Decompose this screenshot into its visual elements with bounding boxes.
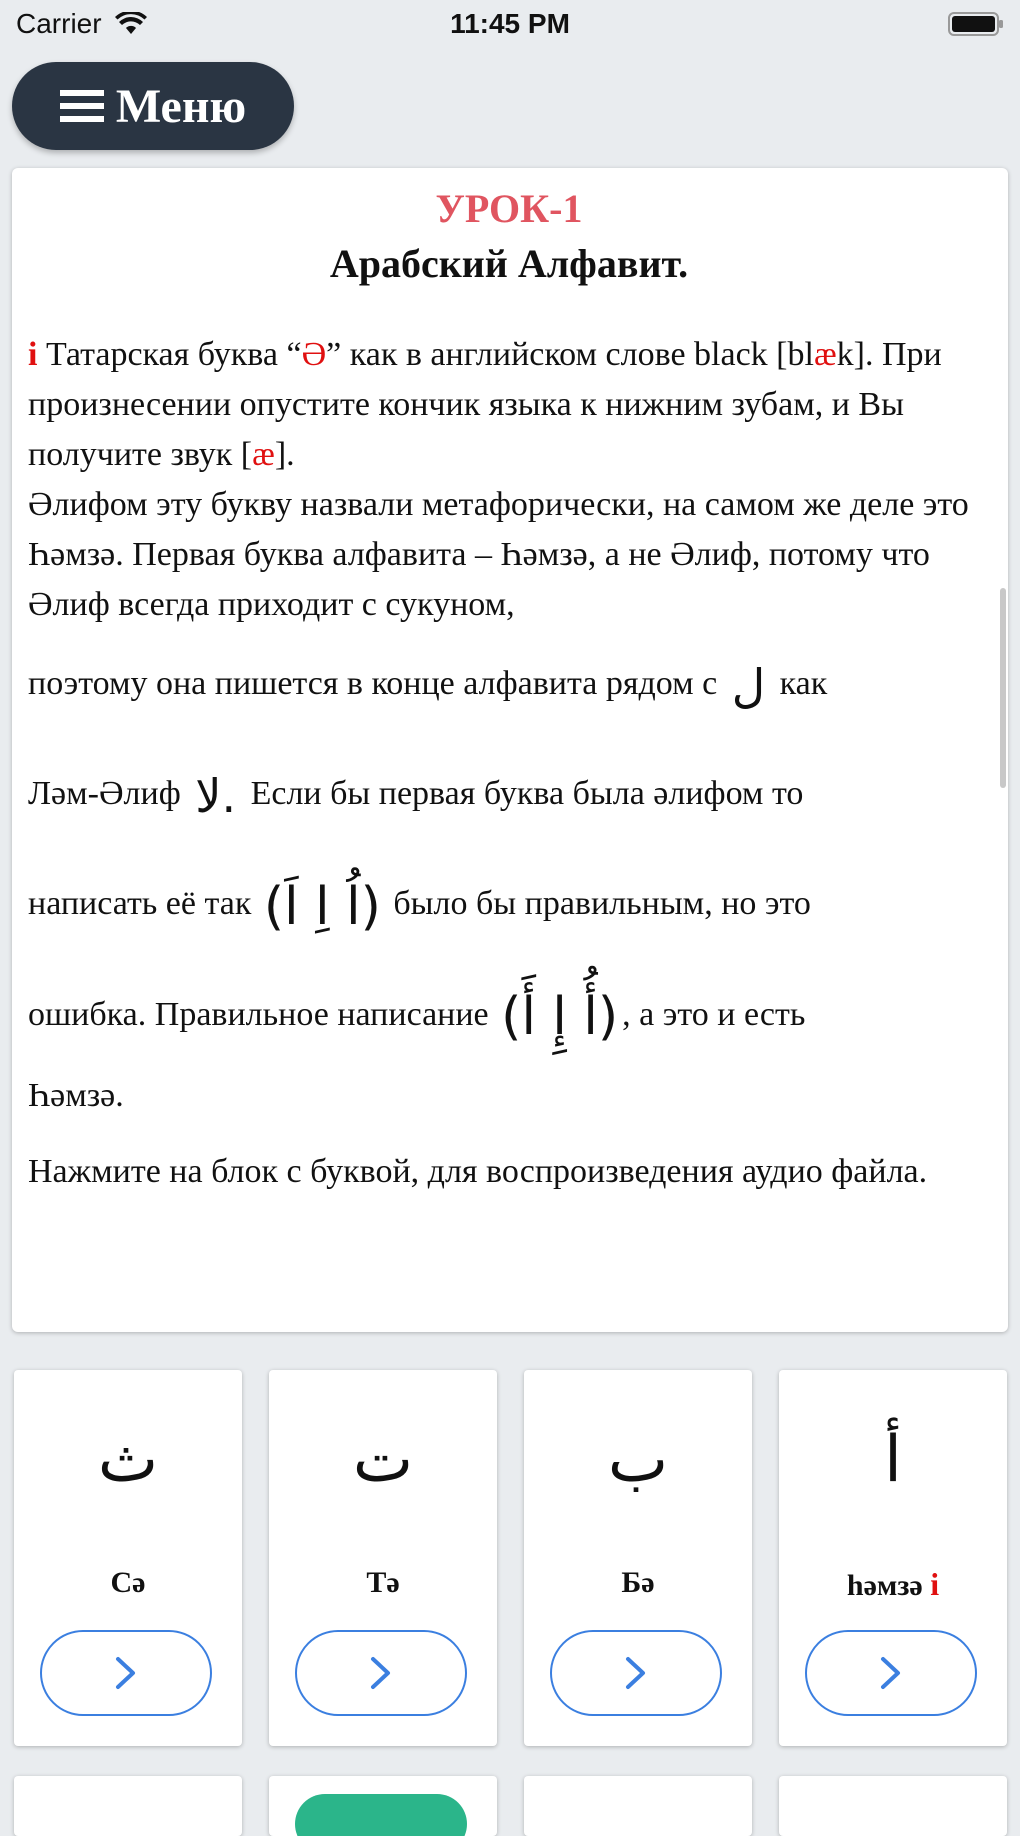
status-time: 11:45 PM	[450, 8, 570, 39]
chevron-right-icon	[623, 1655, 649, 1691]
chevron-right-icon	[368, 1655, 394, 1691]
arabic-lam: ل	[731, 659, 766, 714]
play-button[interactable]	[295, 1630, 467, 1716]
text-run: Һәмзә.	[28, 1076, 124, 1114]
letter-name-text: Бә	[621, 1566, 655, 1599]
arabic-lam-alif: لا.	[195, 769, 237, 824]
text-run: Если бы первая буква была әлифом то	[242, 775, 804, 813]
chevron-right-icon	[878, 1655, 904, 1691]
text-run: как	[771, 665, 828, 702]
lesson-paragraph	[28, 330, 990, 1121]
letter-glyph: ت	[352, 1423, 414, 1497]
lesson-title: Арабский Алфавит.	[329, 241, 689, 286]
text-run: , а это и есть	[622, 995, 806, 1033]
battery-icon	[948, 12, 1004, 36]
letter-glyph: ث	[97, 1423, 159, 1497]
play-button[interactable]	[805, 1630, 977, 1716]
info-icon[interactable]: i	[930, 1566, 940, 1602]
text-run: написать её так	[28, 885, 260, 923]
letter-glyph: أ	[884, 1423, 902, 1497]
play-button[interactable]	[40, 1630, 212, 1716]
letter-name	[779, 1566, 1007, 1603]
text-run: ” как в английском слове black [bl	[326, 336, 814, 373]
lesson-number: УРОК-1	[435, 186, 583, 231]
letter-card[interactable]	[779, 1370, 1007, 1746]
audio-hint: Нажмите на блок с буквой, для воспроизведения аудио файла.	[28, 1152, 928, 1190]
lesson-card	[12, 168, 1008, 1332]
letter-name-text: Сә	[110, 1566, 146, 1599]
text-line	[28, 630, 990, 740]
letter-name	[269, 1566, 497, 1600]
letter-card[interactable]	[269, 1776, 497, 1836]
text-run: ошибка. Правильное написание	[28, 995, 498, 1033]
scrollbar[interactable]	[1000, 588, 1006, 788]
letter-name	[524, 1566, 752, 1600]
text-run: Татарская буква “	[37, 336, 302, 373]
text-line	[28, 961, 990, 1071]
info-icon[interactable]: i	[28, 336, 38, 373]
letter-card[interactable]	[14, 1776, 242, 1836]
letter-card[interactable]	[524, 1776, 752, 1836]
text-run: поэтому она пишется в конце алфавита рядом с	[28, 665, 726, 702]
text-run: Ләм-Әлиф	[28, 775, 190, 813]
menu-button[interactable]	[12, 62, 294, 150]
highlight-sound: æ	[252, 436, 275, 473]
letter-card[interactable]	[779, 1776, 1007, 1836]
text-run: ].	[274, 436, 295, 473]
highlight-sound: æ	[813, 336, 837, 373]
letter-name-text: Тә	[366, 1566, 400, 1599]
status-bar	[0, 0, 1020, 50]
carrier-label: Carrier	[16, 8, 102, 39]
letter-card[interactable]	[14, 1370, 242, 1746]
arabic-hamza-forms: (أُ إِ أَ)	[501, 986, 619, 1047]
arabic-alif-forms: (اُ اِ اَ)	[263, 876, 381, 937]
letter-name	[14, 1566, 242, 1600]
letter-card[interactable]	[524, 1370, 752, 1746]
menu-label: Меню	[115, 79, 247, 133]
text-line	[28, 850, 990, 960]
text-run: было бы правильным, но это	[384, 885, 811, 923]
play-button[interactable]	[550, 1630, 722, 1716]
hamburger-icon	[60, 88, 104, 124]
highlight-letter: Ә	[301, 336, 327, 373]
chevron-right-icon	[113, 1655, 139, 1691]
text-run: k]. При произнесении опустите кончик языка к нижним зубам, и Вы получите звук [	[28, 336, 942, 473]
text-run: Әлифом эту букву назвали метафорически, на самом же деле это Һәмзә. Первая буква алфавита – Һәмзә, а не Әлиф, потому что Әлиф всегда приходит с сукуном,	[28, 486, 969, 623]
text-line	[28, 740, 990, 850]
play-button[interactable]	[295, 1794, 467, 1836]
letter-name-text: һәмзә	[846, 1569, 923, 1602]
letter-glyph: ب	[607, 1423, 669, 1497]
letter-card[interactable]	[269, 1370, 497, 1746]
